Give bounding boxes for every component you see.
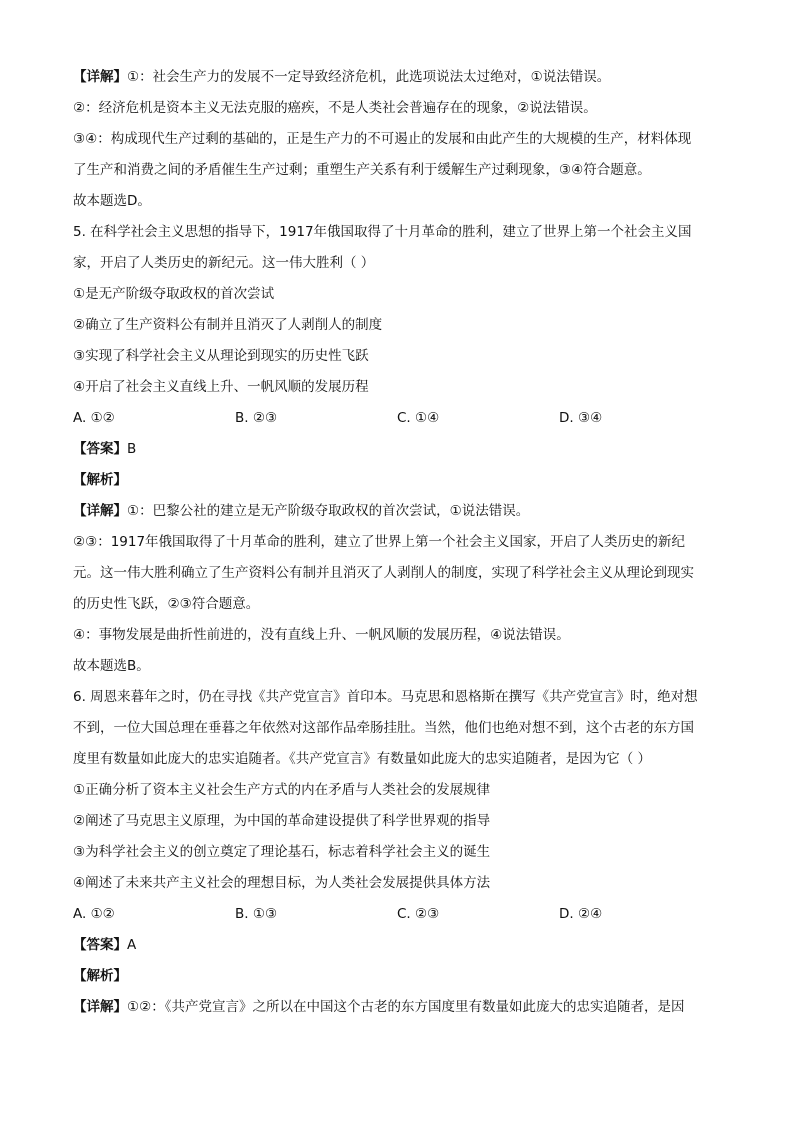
detail-tag: 【详解】 <box>73 999 127 1015</box>
option-b: B. ②③ <box>235 410 278 426</box>
q4-detail-line-3: ③④：构成现代生产过剩的基础的，正是生产力的不可遏止的发展和由此产生的大规模的生产，材料体现 <box>73 131 692 147</box>
q5-detail-line-2: ②③：1917年俄国取得了十月革命的胜利，建立了世界上第一个社会主义国家，开启了人类历史的新纪 <box>73 534 686 550</box>
option-d: D. ③④ <box>559 410 603 426</box>
q5-detail-line-5: ④：事物发展是曲折性前进的，没有直线上升、一帆风顺的发展历程，④说法错误。 <box>73 627 570 643</box>
detail-text: ①：巴黎公社的建立是无产阶级夺取政权的首次尝试，①说法错误。 <box>127 503 530 519</box>
q5-statement-4: ④开启了社会主义直线上升、一帆风顺的发展历程 <box>73 379 369 395</box>
q6-answer <box>73 930 723 961</box>
detail-text: ①②：《共产党宣言》之所以在中国这个古老的东方国度里有数量如此庞大的忠实追随者，是因 <box>127 999 685 1015</box>
q5-stem-line-1: 5. 在科学社会主义思想的指导下，1917年俄国取得了十月革命的胜利，建立了世界上第一个社会主义国 <box>73 224 692 240</box>
q6-stem-line-3: 度里有数量如此庞大的忠实追随者。《共产党宣言》有数量如此庞大的忠实追随者，是因为它（ ） <box>73 751 652 767</box>
option-c: C. ①④ <box>397 410 440 426</box>
answer-tag: 【答案】 <box>73 441 127 457</box>
q5-detail-line-4: 的历史性飞跃，②③符合题意。 <box>73 596 260 612</box>
option-a: A. ①② <box>73 410 115 426</box>
q5-analysis-tag: 【解析】 <box>73 472 127 488</box>
q5-detail-line-3: 元。这一伟大胜利确立了生产资料公有制并且消灭了人剥削人的制度，实现了科学社会主义从理论到现实 <box>73 565 694 581</box>
detail-text: ①：社会生产力的发展不一定导致经济危机，此选项说法太过绝对，①说法错误。 <box>127 69 611 85</box>
q6-options <box>73 899 723 930</box>
q6-statement-4: ④阐述了未来共产主义社会的理想目标，为人类社会发展提供具体方法 <box>73 875 491 891</box>
q5-statement-2: ②确立了生产资料公有制并且消灭了人剥削人的制度 <box>73 317 383 333</box>
q6-detail-line-1 <box>73 992 723 1023</box>
q6-stem-line-2: 不到，一位大国总理在垂暮之年依然对这部作品牵肠挂肚。当然，他们也绝对想不到，这个古老的东方国 <box>73 720 694 736</box>
q5-statement-1: ①是无产阶级夺取政权的首次尝试 <box>73 286 275 302</box>
q4-detail-line-1 <box>73 62 723 93</box>
q6-statement-1: ①正确分析了资本主义社会生产方式的内在矛盾与人类社会的发展规律 <box>73 782 491 798</box>
q5-detail-line-1 <box>73 496 723 527</box>
q5-conclusion: 故本题选B。 <box>73 658 150 674</box>
detail-tag: 【详解】 <box>73 503 127 519</box>
q5-stem-line-2: 家，开启了人类历史的新纪元。这一伟大胜利（ ） <box>73 255 375 271</box>
option-d: D. ②④ <box>559 906 603 922</box>
q5-options <box>73 403 723 434</box>
q4-conclusion: 故本题选D。 <box>73 193 151 209</box>
detail-tag: 【详解】 <box>73 69 127 85</box>
q4-detail-line-2: ②：经济危机是资本主义无法克服的癌疾，不是人类社会普遍存在的现象，②说法错误。 <box>73 100 597 116</box>
q6-statement-3: ③为科学社会主义的创立奠定了理论基石，标志着科学社会主义的诞生 <box>73 844 491 860</box>
answer-value: B <box>127 441 137 457</box>
q6-stem-line-1: 6. 周恩来暮年之时，仍在寻找《共产党宣言》首印本。马克思和恩格斯在撰写《共产党宣言》时，绝对想 <box>73 689 698 705</box>
q6-statement-2: ②阐述了马克思主义原理，为中国的革命建设提供了科学世界观的指导 <box>73 813 491 829</box>
option-c: C. ②③ <box>397 906 440 922</box>
document-page <box>73 62 723 1023</box>
answer-tag: 【答案】 <box>73 937 127 953</box>
q5-statement-3: ③实现了科学社会主义从理论到现实的历史性飞跃 <box>73 348 369 364</box>
option-a: A. ①② <box>73 906 115 922</box>
q4-detail-line-4: 了生产和消费之间的矛盾催生生产过剩；重塑生产关系有利于缓解生产过剩现象，③④符合题意。 <box>73 162 651 178</box>
q6-analysis-tag: 【解析】 <box>73 968 127 984</box>
q5-answer <box>73 434 723 465</box>
answer-value: A <box>127 937 137 953</box>
option-b: B. ①③ <box>235 906 278 922</box>
